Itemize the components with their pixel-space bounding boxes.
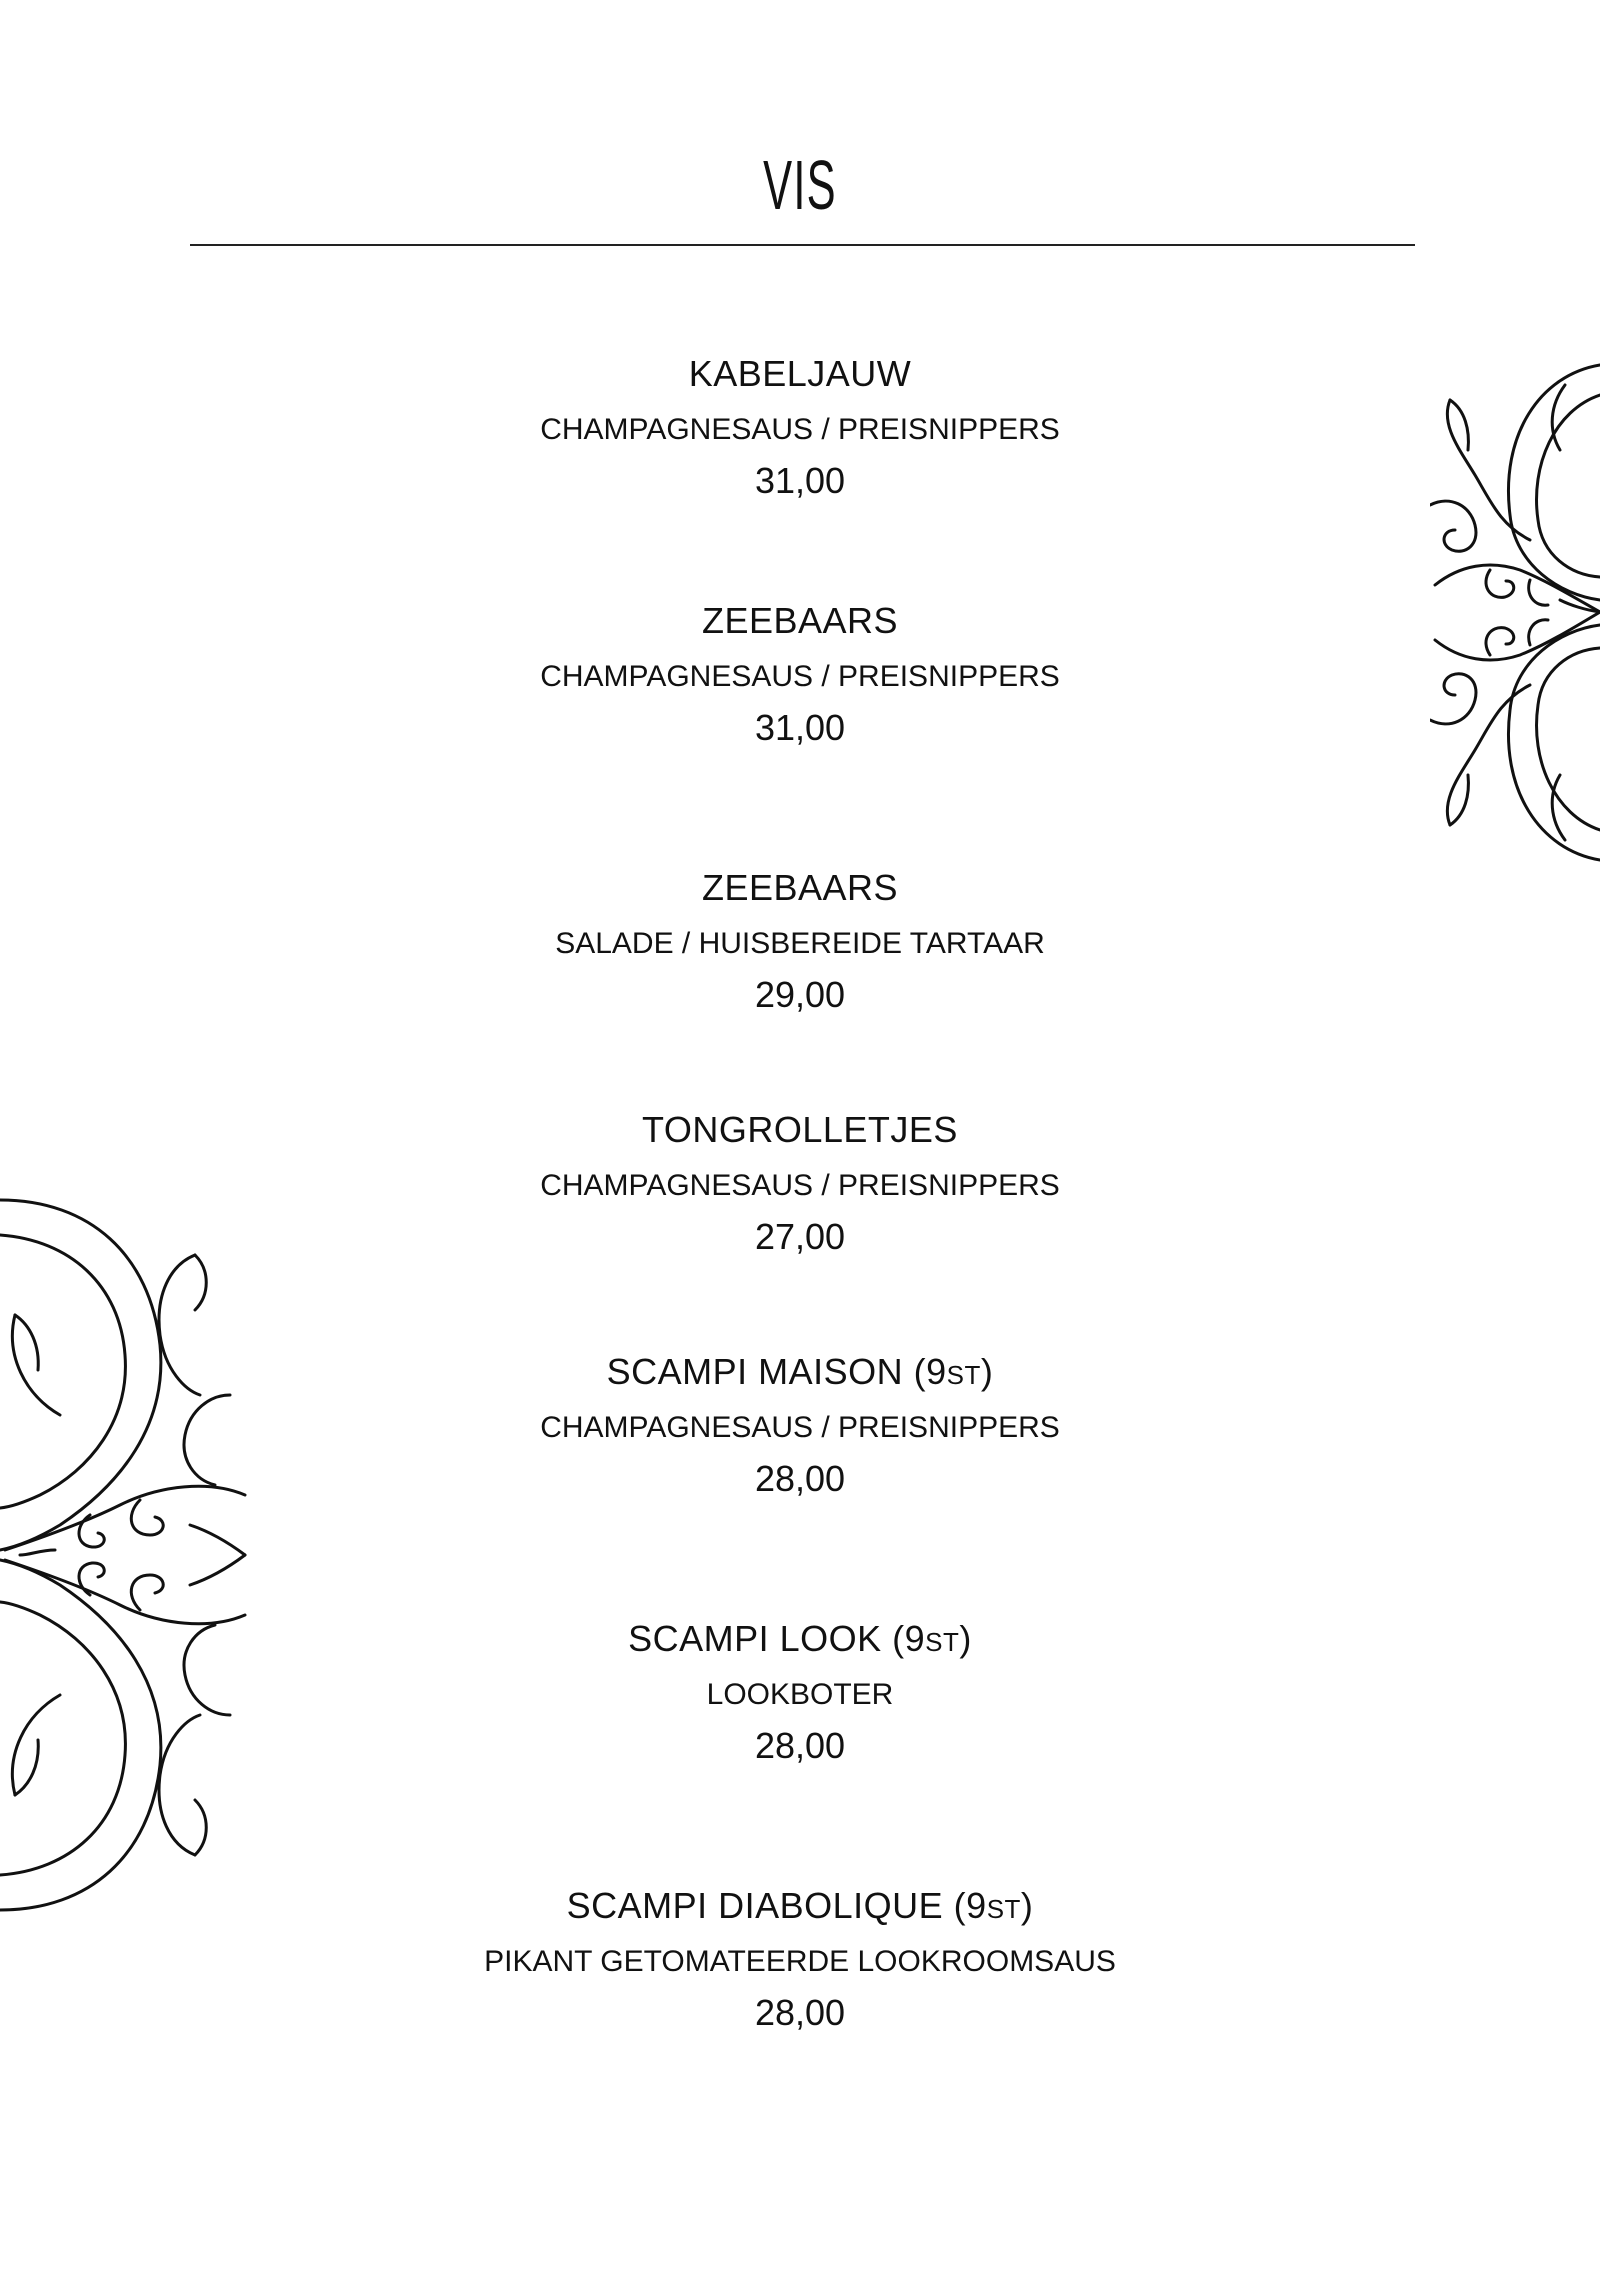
item-name: TONGROLLETJES [642, 1109, 958, 1150]
item-price: 31,00 [754, 707, 846, 748]
item-name: KABELJAUW [688, 353, 912, 394]
item-price: 31,00 [754, 460, 846, 501]
item-price: 29,00 [754, 974, 846, 1015]
menu-item [0, 597, 1600, 751]
menu-item [0, 864, 1600, 1018]
ornament-left [0, 1195, 250, 1915]
page-title: VIS [763, 146, 837, 224]
item-name: SCAMPI DIABOLIQUE (9ST) [566, 1885, 1034, 1926]
menu-item [0, 350, 1600, 504]
item-price: 28,00 [754, 1725, 846, 1766]
item-price: 28,00 [754, 1992, 846, 2033]
ornament-right [1430, 355, 1600, 870]
item-name: SCAMPI MAISON (9ST) [606, 1351, 994, 1392]
item-name: SCAMPI LOOK (9ST) [628, 1618, 972, 1659]
item-description: CHAMPAGNESAUS / PREISNIPPERS [540, 660, 1060, 693]
item-description: LOOKBOTER [706, 1678, 894, 1711]
item-name: ZEEBAARS [701, 600, 899, 641]
item-price: 27,00 [754, 1216, 846, 1257]
item-description: CHAMPAGNESAUS / PREISNIPPERS [540, 413, 1060, 446]
title-divider [190, 244, 1415, 246]
item-description: CHAMPAGNESAUS / PREISNIPPERS [540, 1169, 1060, 1202]
item-name: ZEEBAARS [701, 867, 899, 908]
item-description: CHAMPAGNESAUS / PREISNIPPERS [540, 1411, 1060, 1444]
item-description: SALADE / HUISBEREIDE TARTAAR [555, 927, 1045, 960]
item-description: PIKANT GETOMATEERDE LOOKROOMSAUS [484, 1945, 1116, 1978]
item-price: 28,00 [754, 1458, 846, 1499]
